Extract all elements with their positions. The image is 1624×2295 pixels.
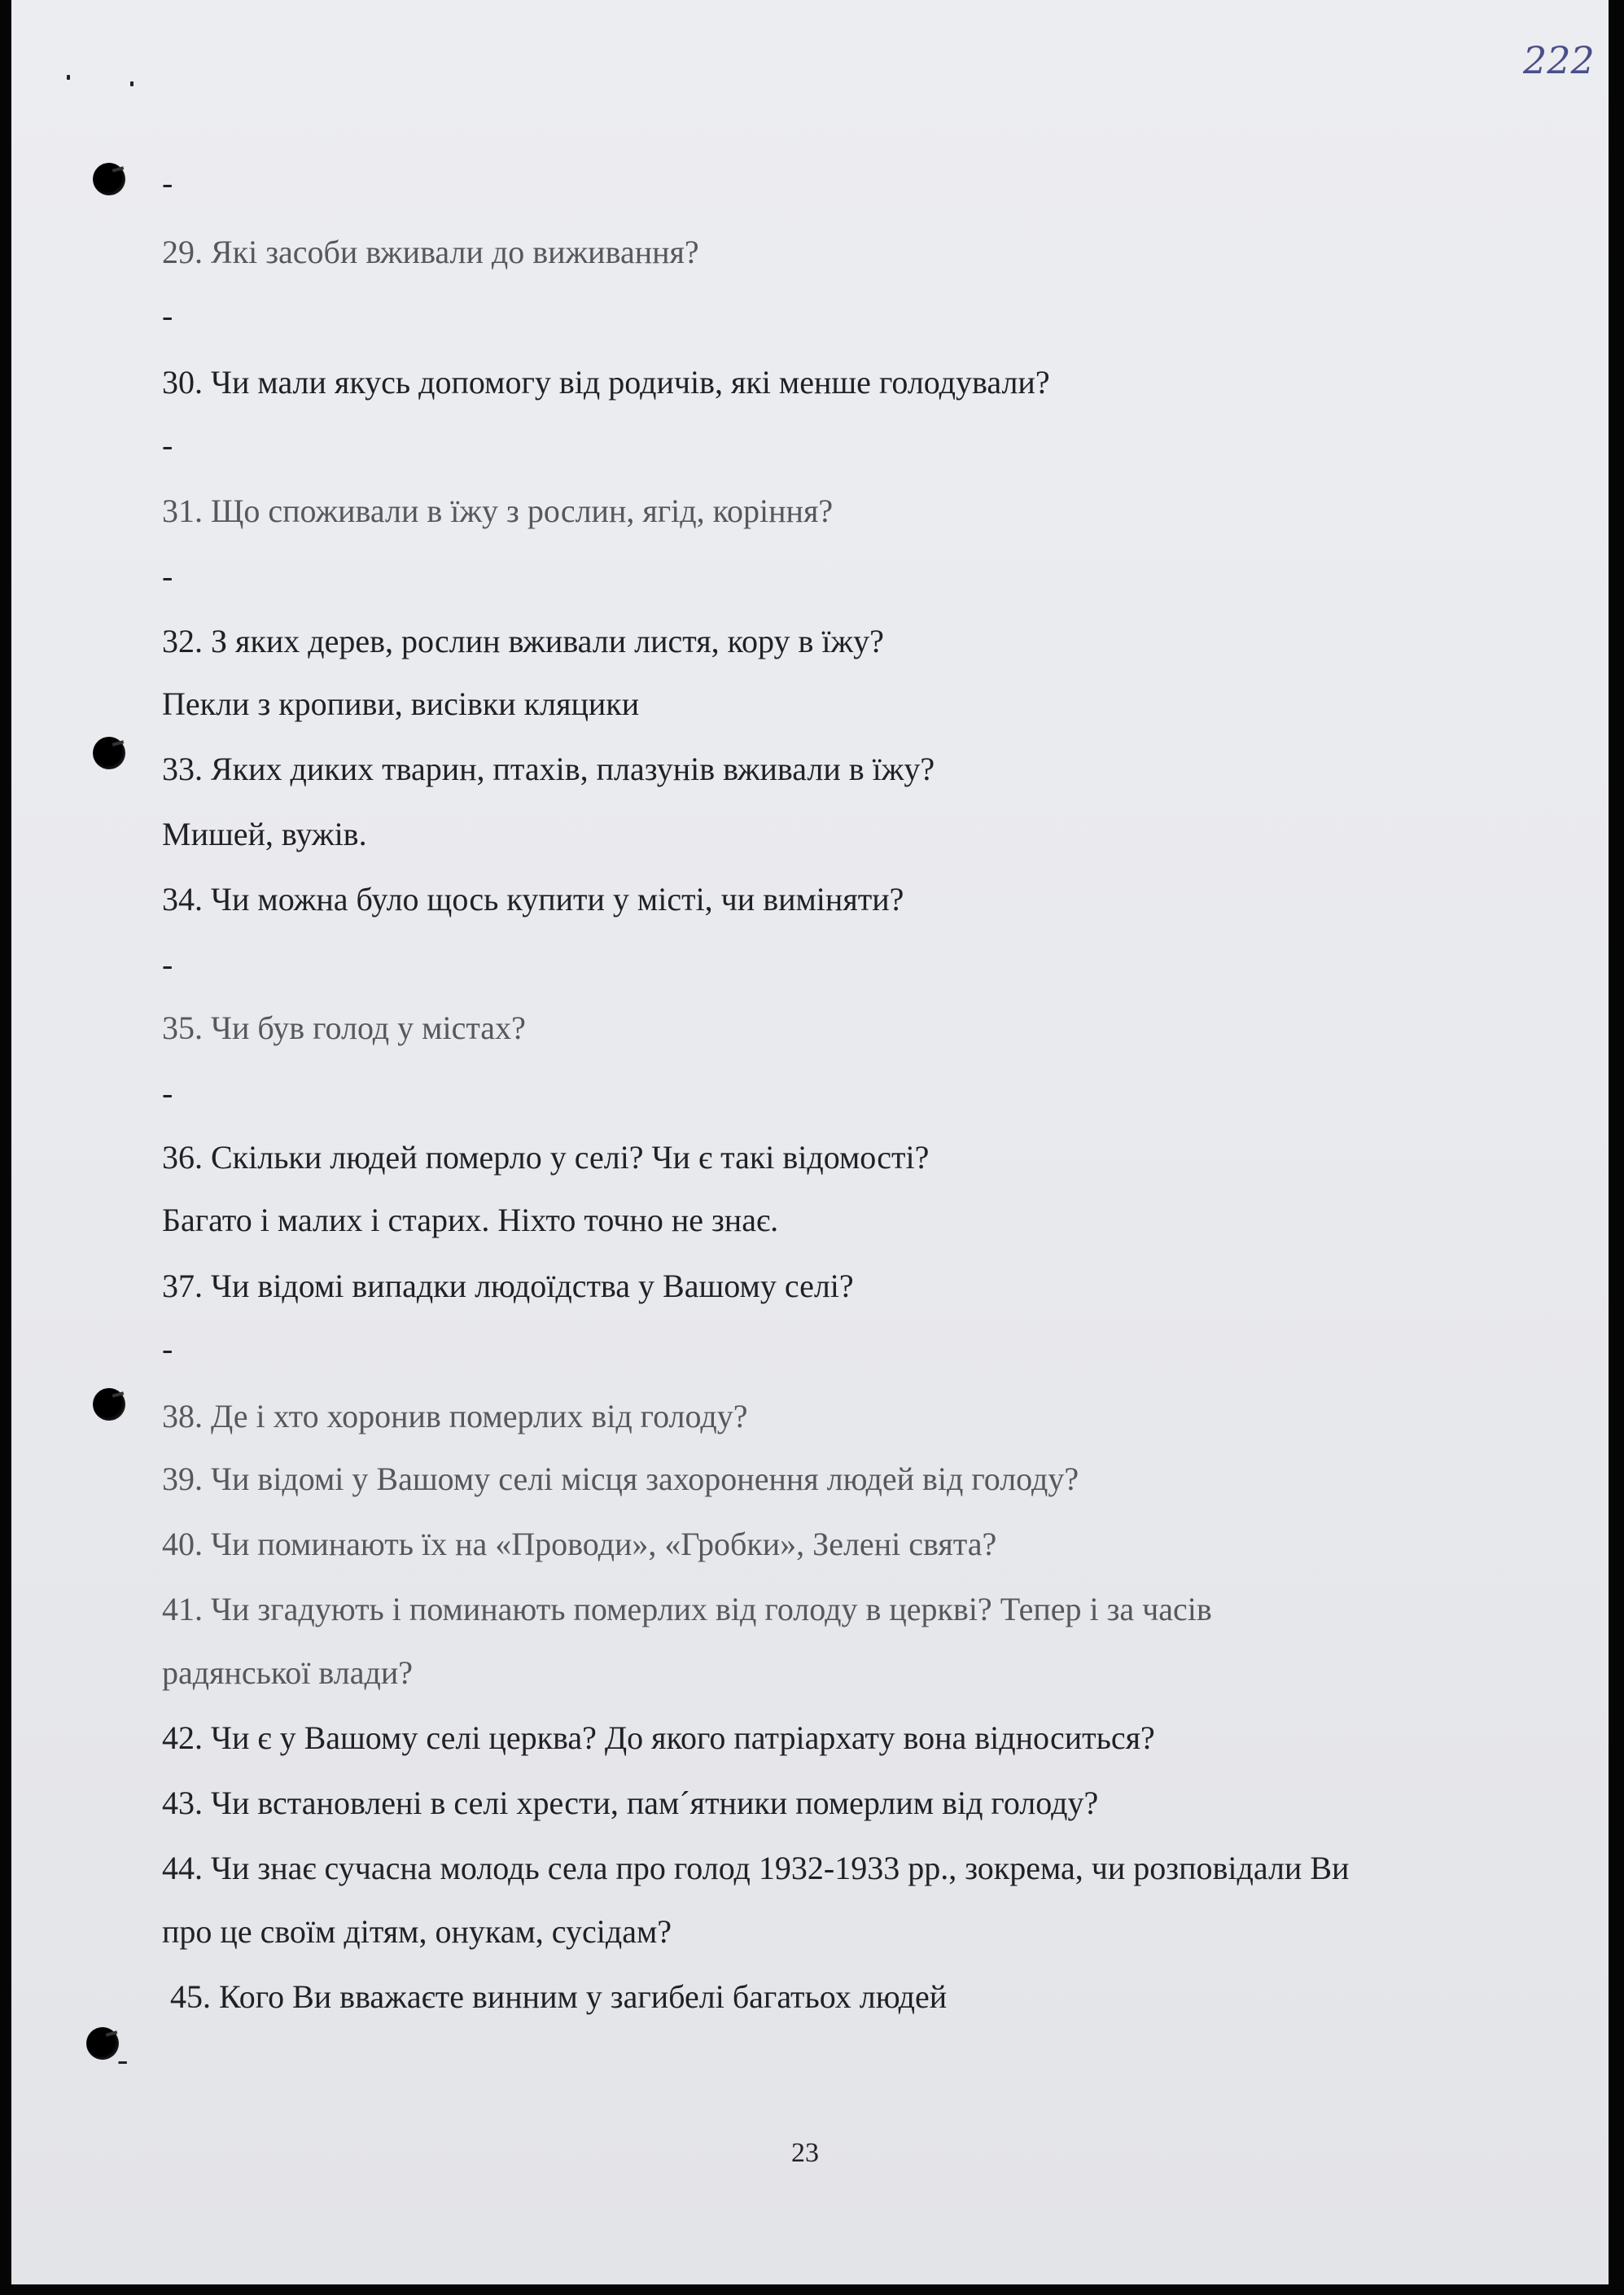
- question-41-continued: радянської влади?: [162, 1654, 414, 1691]
- question-35: 35. Чи був голод у містах?: [162, 1010, 526, 1046]
- question-38: 38. Де і хто хоронив померлих від голоду?: [162, 1398, 748, 1434]
- question-43: 43. Чи встановлені в селі хрести, пам´ятники померлим від голоду?: [162, 1785, 1099, 1821]
- question-41: 41. Чи згадують і поминають померлих від голоду в церкві? Тепер і за часів: [162, 1591, 1212, 1627]
- archive-number-handwritten: [1521, 31, 1603, 92]
- question-37: 37. Чи відомі випадки людоїдства у Вашому селі?: [162, 1268, 854, 1304]
- question-32: 32. З яких дерев, рослин вживали листя, кору в їжу?: [162, 623, 884, 659]
- question-39: 39. Чи відомі у Вашому селі місця захоронення людей від голоду?: [162, 1461, 1079, 1497]
- answer-line: -: [162, 164, 173, 201]
- archive-number-text: 222: [1523, 38, 1595, 82]
- question-31: 31. Що споживали в їжу з рослин, ягід, коріння?: [162, 493, 834, 529]
- answer-line: -: [162, 558, 173, 594]
- question-33: 33. Яких диких тварин, птахів, плазунів вживали в їжу?: [162, 751, 935, 787]
- question-42: 42. Чи є у Вашому селі церква? До якого патріархату вона відноситься?: [162, 1719, 1155, 1756]
- question-44: 44. Чи знає сучасна молодь села про голод 1932-1933 рр., зокрема, чи розповідали Ви: [162, 1850, 1350, 1886]
- answer-36: Багато і малих і старих. Ніхто точно не знає.: [162, 1202, 779, 1238]
- question-44-continued: про це своїм дітям, онукам, сусідам?: [162, 1913, 672, 1950]
- answer-33: Мишей, вужів.: [162, 816, 367, 852]
- answer-line: -: [162, 1330, 173, 1367]
- question-36: 36. Скільки людей померло у селі? Чи є такі відомості?: [162, 1139, 930, 1176]
- answer-line: -: [162, 427, 173, 463]
- document-page: [11, 0, 1609, 2284]
- question-45: 45. Кого Ви вважаєте винним у загибелі багатьох людей: [162, 1978, 948, 2015]
- punch-hole: [93, 1388, 125, 1421]
- punch-hole: [93, 737, 125, 769]
- answer-line: -: [117, 2041, 129, 2078]
- punch-hole: [86, 2027, 119, 2060]
- question-29: 29. Які засоби вживали до виживання?: [162, 234, 699, 270]
- answer-32: Пекли з кропиви, висівки кляцики: [162, 685, 640, 722]
- question-40: 40. Чи поминають їх на «Проводи», «Гробки», Зелені свята?: [162, 1526, 997, 1562]
- punch-hole: [93, 163, 125, 195]
- answer-line: -: [162, 297, 173, 334]
- page-number: 23: [791, 2138, 819, 2168]
- paper-mark: [130, 81, 134, 86]
- question-30: 30. Чи мали якусь допомогу від родичів, які менше голодували?: [162, 364, 1050, 401]
- answer-line: -: [162, 1075, 173, 1111]
- question-34: 34. Чи можна було щось купити у місті, чи виміняти?: [162, 881, 904, 918]
- paper-mark: [67, 75, 70, 80]
- answer-line: -: [162, 946, 173, 983]
